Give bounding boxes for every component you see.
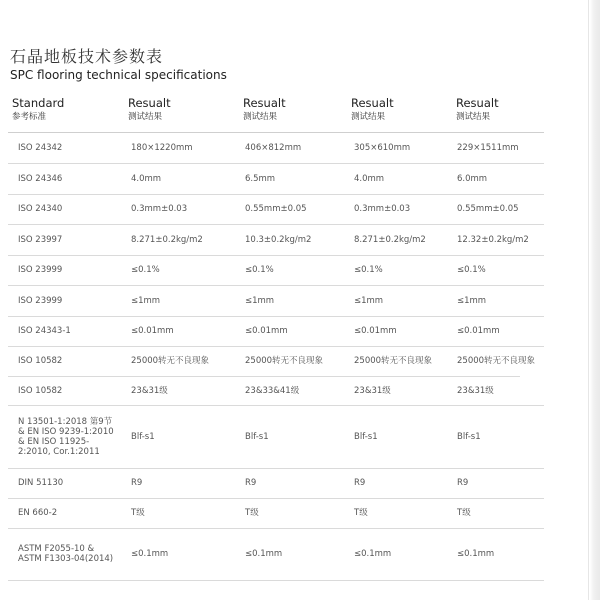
- cell-standard: ISO 23999: [18, 265, 63, 275]
- header-label-en: Resualt: [243, 96, 286, 110]
- cell-result-3: 4.0mm: [354, 174, 385, 184]
- header-label-cn: 测试结果: [351, 112, 386, 122]
- cell-standard: ISO 23997: [18, 235, 63, 245]
- cell-standard: DIN 51130: [18, 478, 64, 488]
- cell-result-1: 0.3mm±0.03: [131, 204, 188, 214]
- table-row: [0, 528, 560, 580]
- cell-result-1: 23&31级: [131, 386, 168, 396]
- cell-standard: ASTM F2055-10 & ASTM F1303-04(2014): [18, 544, 114, 564]
- page-edge-line: [588, 0, 589, 600]
- cell-result-1: 8.271±0.2kg/m2: [131, 235, 203, 245]
- cell-result-1: T级: [131, 508, 145, 518]
- cell-result-1: ≤1mm: [131, 296, 161, 306]
- cell-result-3: ≤0.01mm: [354, 326, 397, 336]
- cell-standard: ISO 10582: [18, 386, 63, 396]
- page-title-en: SPC flooring technical specifications: [10, 68, 227, 82]
- cell-result-4: ≤0.1mm: [457, 549, 495, 559]
- table-row: [0, 376, 560, 405]
- cell-result-1: R9: [131, 478, 143, 488]
- cell-standard: ISO 24343-1: [18, 326, 71, 336]
- header-result-4: [456, 96, 499, 123]
- cell-result-4: R9: [457, 478, 469, 488]
- header-label-cn: 参考标准: [12, 112, 47, 122]
- table-row: [0, 255, 560, 285]
- header-standard: [12, 96, 64, 123]
- cell-result-2: ≤0.1%: [245, 265, 274, 275]
- header-label-en: Standard: [12, 96, 65, 110]
- cell-result-4: 12.32±0.2kg/m2: [457, 235, 529, 245]
- cell-standard: ISO 23999: [18, 296, 63, 306]
- cell-result-4: ≤1mm: [457, 296, 487, 306]
- cell-result-1: ≤0.01mm: [131, 326, 174, 336]
- header-result-3: [351, 96, 394, 123]
- table-row: [0, 346, 560, 376]
- cell-result-4: 23&31级: [457, 386, 494, 396]
- table-row: [0, 285, 560, 316]
- cell-result-4: 229×1511mm: [457, 143, 519, 153]
- cell-result-3: 8.271±0.2kg/m2: [354, 235, 426, 245]
- cell-standard: N 13501-1:2018 第9节 & EN ISO 9239-1:2010 & EN ISO 11925-2:2010, Cor.1:2011: [18, 417, 114, 457]
- cell-result-4: Blf-s1: [457, 432, 481, 442]
- table-row: [0, 224, 560, 255]
- cell-result-2: ≤0.1mm: [245, 549, 283, 559]
- cell-result-2: ≤0.01mm: [245, 326, 288, 336]
- cell-result-3: 23&31级: [354, 386, 391, 396]
- cell-result-3: ≤0.1%: [354, 265, 383, 275]
- header-result-2: [243, 96, 286, 123]
- cell-result-2: 406×812mm: [245, 143, 302, 153]
- header-label-cn: 测试结果: [456, 112, 491, 122]
- header-label-en: Resualt: [128, 96, 171, 110]
- header-label-en: Resualt: [456, 96, 499, 110]
- cell-result-3: 305×610mm: [354, 143, 411, 153]
- row-divider: [8, 580, 544, 581]
- cell-result-2: 0.55mm±0.05: [245, 204, 307, 214]
- header-result-1: [128, 96, 171, 123]
- cell-result-4: ≤0.1%: [457, 265, 486, 275]
- cell-standard: ISO 24342: [18, 143, 63, 153]
- cell-result-4: 6.0mm: [457, 174, 488, 184]
- header-label-en: Resualt: [351, 96, 394, 110]
- cell-result-2: T级: [245, 508, 259, 518]
- cell-result-1: Blf-s1: [131, 432, 155, 442]
- cell-result-3: ≤0.1mm: [354, 549, 392, 559]
- table-row: [0, 163, 560, 194]
- cell-result-4: ≤0.01mm: [457, 326, 500, 336]
- table-row: [0, 468, 560, 498]
- table-row: [0, 405, 560, 468]
- cell-standard: EN 660-2: [18, 508, 58, 518]
- table-row: [0, 316, 560, 346]
- cell-result-3: R9: [354, 478, 366, 488]
- cell-standard: ISO 10582: [18, 356, 63, 366]
- cell-result-4: 25000转无不良现象: [457, 356, 536, 366]
- cell-standard: ISO 24340: [18, 204, 63, 214]
- cell-result-3: 25000转无不良现象: [354, 356, 433, 366]
- cell-standard: ISO 24346: [18, 174, 63, 184]
- table-row: [0, 133, 560, 163]
- cell-result-2: 25000转无不良现象: [245, 356, 324, 366]
- cell-result-2: 6.5mm: [245, 174, 276, 184]
- cell-result-4: 0.55mm±0.05: [457, 204, 519, 214]
- header-label-cn: 测试结果: [128, 112, 163, 122]
- cell-result-3: Blf-s1: [354, 432, 378, 442]
- cell-result-1: ≤0.1mm: [131, 549, 169, 559]
- page-edge-shadow: [590, 0, 600, 600]
- cell-result-1: ≤0.1%: [131, 265, 160, 275]
- cell-result-4: T级: [457, 508, 471, 518]
- table-row: [0, 194, 560, 224]
- cell-result-1: 4.0mm: [131, 174, 162, 184]
- cell-result-3: ≤1mm: [354, 296, 384, 306]
- cell-result-1: 25000转无不良现象: [131, 356, 210, 366]
- cell-result-2: ≤1mm: [245, 296, 275, 306]
- header-label-cn: 测试结果: [243, 112, 278, 122]
- cell-result-2: Blf-s1: [245, 432, 269, 442]
- cell-result-3: 0.3mm±0.03: [354, 204, 411, 214]
- cell-result-2: 10.3±0.2kg/m2: [245, 235, 312, 245]
- table-row: [0, 498, 560, 528]
- cell-result-2: R9: [245, 478, 257, 488]
- cell-result-2: 23&33&41级: [245, 386, 300, 396]
- cell-result-3: T级: [354, 508, 368, 518]
- cell-result-1: 180×1220mm: [131, 143, 193, 153]
- page-title-cn: 石晶地板技术参数表: [10, 47, 164, 66]
